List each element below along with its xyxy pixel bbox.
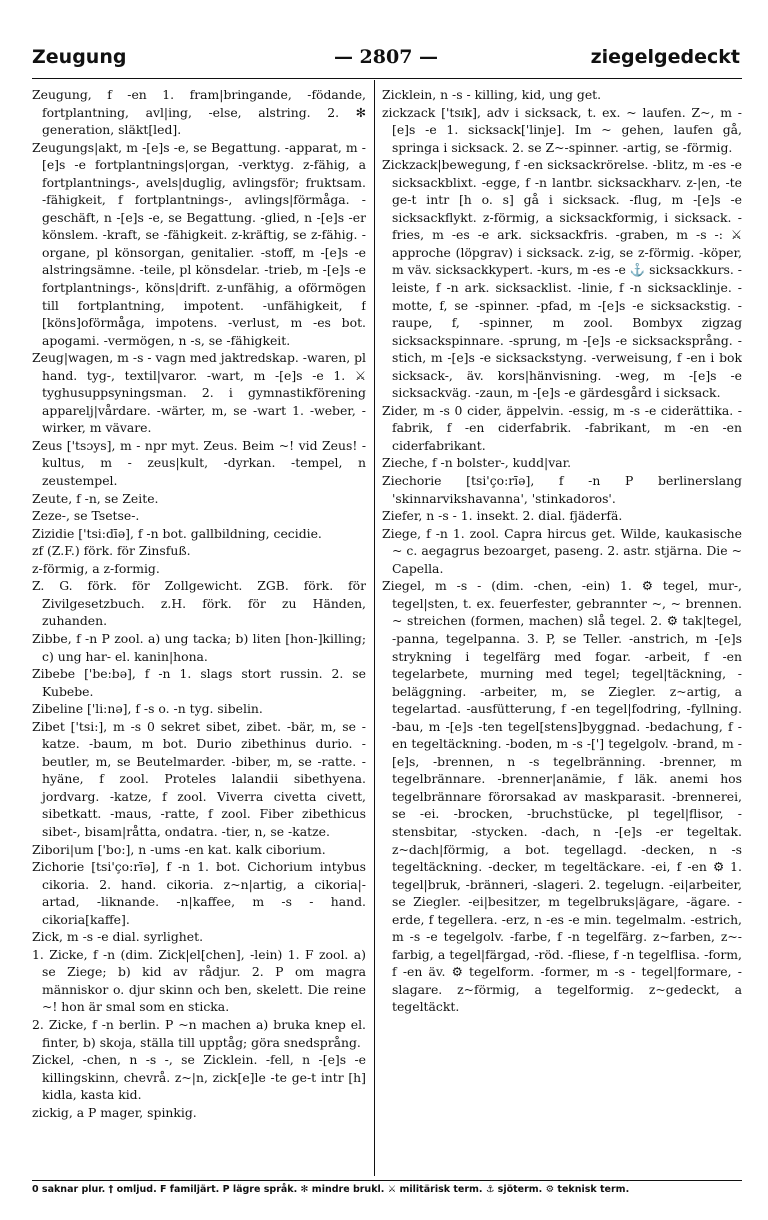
abbreviation-legend: 0 saknar plur. † omljud. F familjärt. P lägre språk. ✻ mindre brukl. ⚔ militärisk term. ⚓ sjöterm. ⚙ teknisk term. [32, 1184, 630, 1195]
entry: Ziefer, n -s - 1. insekt. 2. dial. fjäderfä. [382, 508, 623, 524]
entry: Zick, m -s -e dial. syrlighet. [32, 929, 204, 945]
header-left-word: Zeugung [32, 46, 127, 68]
left-column [32, 86, 366, 1176]
entry: Zeug|wagen, m -s - vagn med jaktredskap. -waren, pl hand. tyg-, textil|varor. -wart, m -[e]s -e 1. ⚔ tyghusuppsyningsman. 2. i gymnastikförening apparelj|vårdare. -wärter, m, se -wart 1. -weber, -wirker, m vävare. [32, 350, 366, 436]
entry: zf (Z.F.) förk. för Zinsfuß. [32, 543, 191, 559]
entry: Zeze-, se Tsetse-. [32, 508, 140, 524]
entry: Zeugungs|akt, m -[e]s -e, se Begattung. -apparat, m -[e]s -e fortplantnings|organ, -verktyg. z-fähig, a fortplantnings-, avels|duglig, avlingsför; fruktsam. -fähigkeit, f fortplantnings-, avlings|förmåga. -geschäft, n -[e]s -e, se Begattung. -glied, n -[e]s -er könslem. -kraft, se -fähigkeit. z-kräftig, se z-fähig. -organe, pl könsorgan, genitalier. -stoff, m -[e]s -e alstringsämne. -teile, pl könsdelar. -trieb, m -[e]s -e fortplantnings-, köns|drift. z-unfähig, a oförmögen till fortplantning, impotent. -unfähigkeit, f [köns]oförmåga, impotens. -verlust, m -es bot. apogami. -vermögen, n -s, se -fähigkeit. [32, 139, 366, 348]
entry: Ziegel, m -s - (dim. -chen, -ein) 1. ⚙ tegel, mur-, tegel|sten, t. ex. feuerfester, gebrannter ~, ~ brennen. ~ streichen (formen, machen) slå tegel. 2. ⚙ tak|tegel, -panna, tegelpanna. 3. P, se Teller. -anstrich, m -[e]s strykning i tegelfärg med fogar. -arbeit, f -en tegelarbete, murning med tegel; tegel|täckning, -beläggning. -arbeiter, m, se Ziegler. z~artig, a tegelartad. -ausfütterung, f -en tegel|fodring, -fyllning. -bau, m -[e]s -ten tegel[stens]byggnad. -bedachung, f -en tegeltäckning. -boden, m -s -['] tegelgolv. -brand, m -[e]s, -brennen, n -s tegelbränning. -brenner, m tegelbrännare. -brenner|anämie, f läk. anemi hos tegelbrännare förorsakad av maskparasit. -brennerei, se -ei. -brocken, -bruchstücke, pl tegel|flisor, -stensbitar, -stycken. -dach, n -[e]s -er tegeltak. z~dach|förmig, a bot. tegellagd. -decken, n -s tegeltäckning. -decker, m tegeltäckare. -ei, f -en ⚙ 1. tegel|bruk, -bränneri, -slageri. 2. tegelugn. -ei|arbeiter, se Ziegler. -ei|besitzer, m tegelbruks|ägare, -ägare. -erde, f tegellera. -erz, n -es -e min. tegelmalm. -estrich, m -s -e tegelgolv. -farbe, f -n tegelfärg. z~farben, z~-farbig, a tegel|färgad, -röd. -fliese, f -n tegelflisa. -form, f -en äv. ⚙ tegelform. -former, m -s - tegel|formare, -slagare. z~förmig, a tegelformig. z~gedeckt, a tegeltäckt. [382, 578, 742, 1015]
entry: Ziege, f -n 1. zool. Capra hircus get. Wilde, kaukasische ~ c. aegagrus bezoarget, paseng. 2. astr. stjärna. Die ~ Capella. [382, 525, 742, 576]
entry: Zibbe, f -n P zool. a) ung tacka; b) liten [hon-]killing; c) ung har- el. kanin|hona. [32, 630, 366, 664]
page-number: — 2807 — [333, 46, 439, 68]
entry: Zicklein, n -s - killing, kid, ung get. [382, 87, 602, 102]
entry: Zibori|um ['bo:], n -ums -en kat. kalk ciborium. [32, 841, 326, 857]
entry: Zickzack|bewegung, f -en sicksackrörelse. -blitz, m -es -e sicksackblixt. -egge, f -n lantbr. sicksackharv. z-|en, -te ge-t intr [h o. s] gå i sicksack. -flug, m -[e]s -e sicksackflykt. z-förmig, a sicksackformig, i sicksack. -fries, m -es -e ark. sicksackfris. -graben, m -s -: ⚔ approche (löpgrav) i sicksack. z-ig, se z-förmig. -köper, m väv. sicksackkypert. -kurs, m -es -e ⚓ sicksackkurs. -leiste, f -n ark. sicksacklist. -linie, f -n sicksacklinje. -motte, f, se -spinner. -pfad, m -[e]s -e sicksackstig. -raupe, f, -spinner, m zool. Bombyx zigzag sicksackspinnare. -sprung, m -[e]s -e sicksacksprång. -stich, m -[e]s -e sicksackstyng. -verweisung, f -en i bok sicksack-, äv. kors|hänvisning. -weg, m -[e]s -e sicksackväg. -zaun, m -[e]s -e gärdesgård i sicksack. [382, 157, 742, 401]
entry: z-förmig, a z-formig. [32, 560, 160, 576]
entry: Zickel, -chen, n -s -, se Zicklein. -fell, n -[e]s -e killingskinn, chevrå. z~|n, zick[e]le -te ge-t intr [h] kidla, kasta kid. [32, 1052, 366, 1103]
entry: Zieche, f -n bolster-, kudd|var. [382, 455, 572, 471]
entry: 2. Zicke, f -n berlin. P ~n machen a) bruka knep el. finter, b) skoja, ställa till upptåg; göra snedsprång. [32, 1016, 366, 1050]
column-divider [374, 80, 375, 1176]
entry: Ziechorie [tsi'ço:rīə], f -n P berlinerslang 'skinnarvikshavanna', 'stinkadoros'. [382, 473, 742, 506]
entry: Zizidie ['tsi:dīə], f -n bot. gallbildning, cecidie. [32, 525, 322, 541]
header-right-word: ziegelgedeckt [590, 46, 740, 68]
entry: Z. G. förk. för Zollgewicht. ZGB. förk. för Zivilgesetzbuch. z.H. förk. för zu Händen, zuhanden. [32, 578, 366, 629]
entry: Zider, m -s 0 cider, äppelvin. -essig, m -s -e ciderättika. -fabrik, f -en ciderfabrik. -fabrikant, m -en -en ciderfabrikant. [382, 402, 742, 453]
entry: Zibebe ['be:bə], f -n 1. slags stort russin. 2. se Kubebe. [32, 666, 366, 699]
right-column [382, 86, 742, 1176]
entry: Zeus ['tsɔys], m - npr myt. Zeus. Beim ~! vid Zeus! -kultus, m - zeus|kult, -dyrkan. -tempel, n zeustempel. [32, 437, 366, 489]
header-rule [32, 78, 742, 79]
entry: Zibet ['tsi:], m -s 0 sekret sibet, zibet. -bär, m, se -katze. -baum, m bot. Durio zibethinus durio. -beutler, m, se Beutelmarder. -biber, m, se -ratte. -hyäne, f zool. Proteles lalandii sibethyena. jordvarg. -katze, f zool. Viverra civetta civett, sibetkatt. -maus, -ratte, f zool. Fiber zibethicus sibet-, bisam|råtta, ondatra. -tier, n, se -katze. [32, 718, 366, 839]
entry: zickzack ['tsɪk], adv i sicksack, t. ex. ~ laufen. Z~, m -[e]s -e 1. sicksack['linje]. Im ~ gehen, laufen gå, springa i sicksack. 2. se Z~-spinner. -artig, se -förmig. [382, 104, 742, 155]
entry: Zeute, f -n, se Zeite. [32, 490, 159, 506]
entry: 1. Zicke, f -n (dim. Zick|el[chen], -lein) 1. F zool. a) se Ziege; b) kid av rådjur. 2. P om magra människor o. djur skinn och ben, skelett. Die reine ~! hon är smal som en sticka. [32, 946, 366, 1015]
page-header [32, 46, 740, 78]
footer-rule [32, 1180, 742, 1181]
entry: Zibeline ['li:nə], f -s o. -n tyg. sibelin. [32, 701, 263, 717]
entry: zickig, a P mager, spinkig. [32, 1104, 197, 1120]
entry: Zeugung, f -en 1. fram|bringande, -födande, fortplantning, avl|ing, -else, alstring. 2. ✻ generation, släkt[led]. [32, 87, 366, 138]
entry: Zichorie [tsi'ço:rīə], f -n 1. bot. Cichorium intybus cikoria. 2. hand. cikoria. z~n|artig, a cikoria|-artad, -liknande. -n|kaffee, m -s - hand. cikoria[kaffe]. [32, 859, 366, 927]
